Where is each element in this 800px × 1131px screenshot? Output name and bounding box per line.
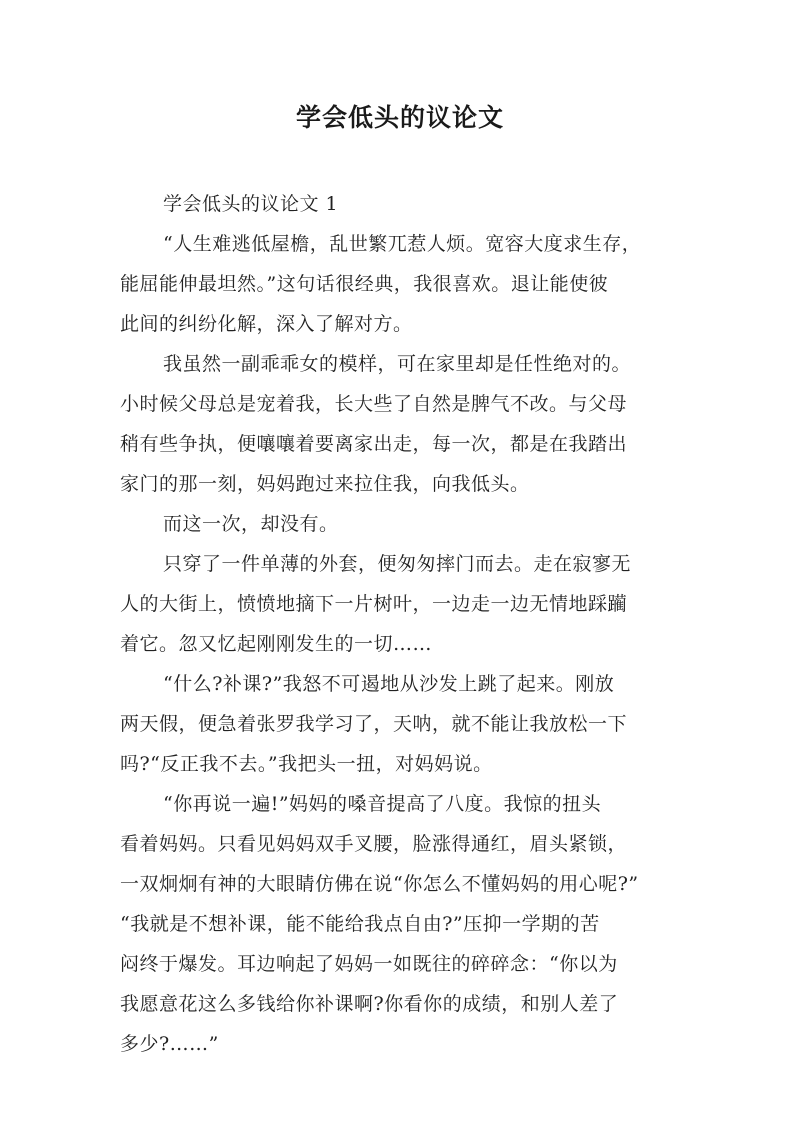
text-line: 稍有些争执，便嚷嚷着要离家出走，每一次，都是在我踏出 (120, 433, 628, 455)
text-line: “我就是不想补课，能不能给我点自由?”压抑一学期的苦 (120, 913, 600, 935)
text-line: 能屈能伸最坦然。”这句话很经典，我很喜欢。退让能使彼 (120, 273, 609, 295)
text-line: 多少?……” (120, 1033, 219, 1055)
text-line: “你再说一遍!”妈妈的嗓音提高了八度。我惊的扭头 (163, 793, 602, 815)
text-line: 一双炯炯有神的大眼睛仿佛在说“你怎么不懂妈妈的用心呢?” (120, 873, 639, 895)
text-line: 我愿意花这么多钱给你补课啊?你看你的成绩，和别人差了 (120, 993, 619, 1015)
text-line: 人的大街上，愤愤地摘下一片树叶，一边走一边无情地踩躏 (120, 593, 628, 615)
text-line: 吗?“反正我不去。”我把头一扭，对妈妈说。 (120, 753, 493, 775)
document-title: 学会低头的议论文 (295, 103, 504, 132)
text-line: 只穿了一件单薄的外套，便匆匆摔门而去。走在寂寥无 (163, 553, 632, 575)
text-line: “人生难逃低屋檐，乱世繁兀惹人烦。宽容大度求生存， (163, 233, 642, 255)
text-line: 而这一次，却没有。 (163, 513, 339, 535)
text-line: 看着妈妈。只看见妈妈双手叉腰，脸涨得通红，眉头紧锁， (120, 833, 628, 855)
text-line: 闷终于爆发。耳边响起了妈妈一如既往的碎碎念：“你以为 (120, 953, 618, 975)
text-line: 此间的纠纷化解，深入了解对方。 (120, 313, 413, 335)
text-line: 着它。忽又忆起刚刚发生的一切…… (120, 633, 433, 655)
text-line: 家门的那一刻，妈妈跑过来拉住我，向我低头。 (120, 473, 530, 495)
section-heading: 学会低头的议论文 1 (163, 193, 339, 215)
document-body (120, 184, 686, 1064)
text-line: “什么?补课?”我怒不可遏地从沙发上跳了起来。刚放 (163, 673, 615, 695)
text-line: 小时候父母总是宠着我，长大些了自然是脾气不改。与父母 (120, 393, 628, 415)
text-line: 两天假，便急着张罗我学习了，天呐，就不能让我放松一下 (120, 713, 628, 735)
text-line: 我虽然一副乖乖女的模样，可在家里却是任性绝对的。 (163, 353, 632, 375)
